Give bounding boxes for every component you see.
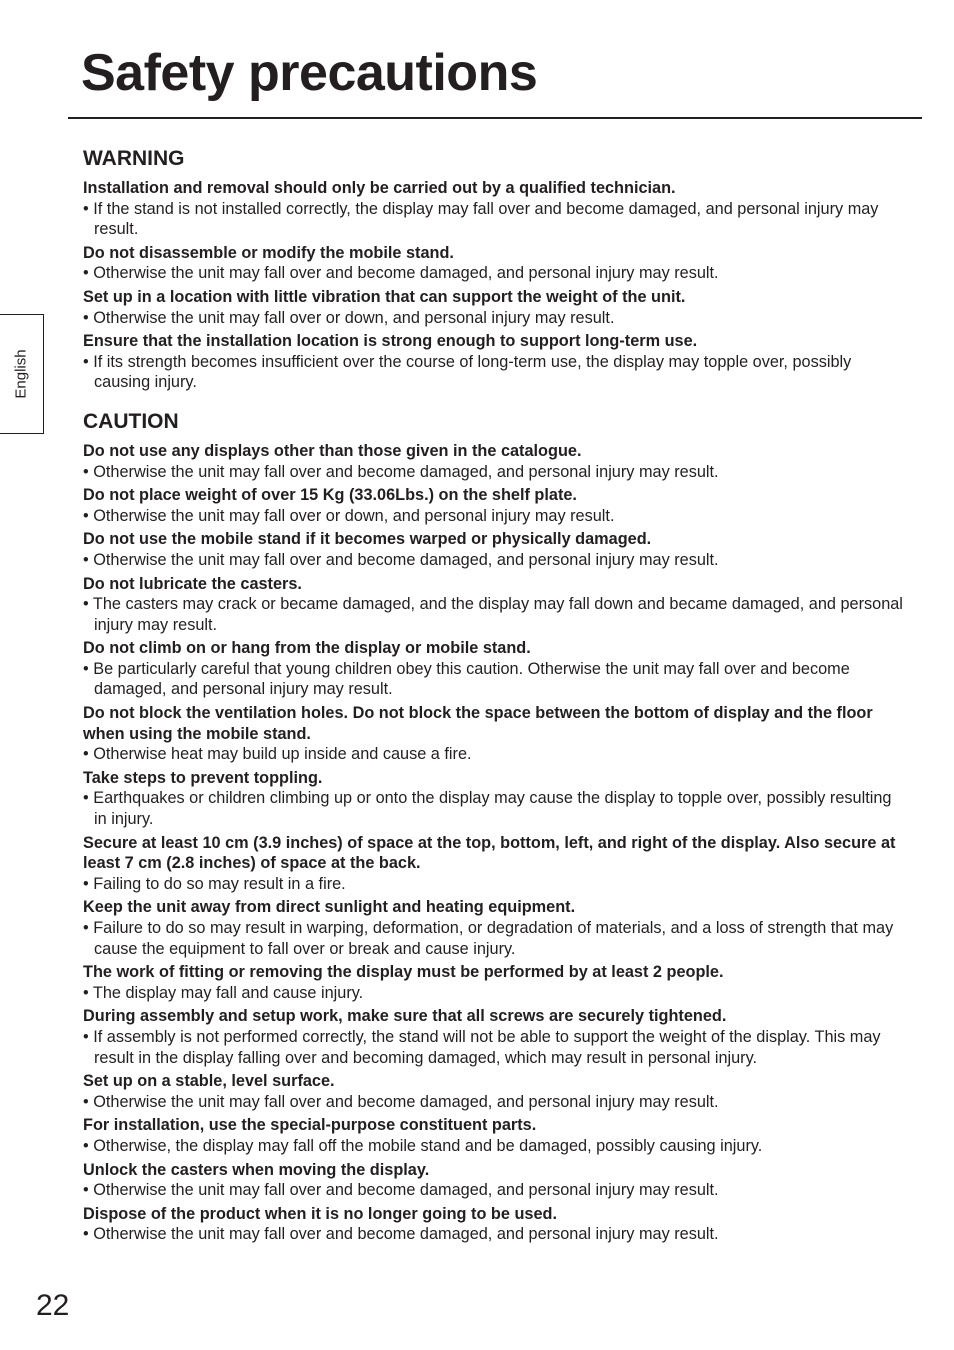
precaution-item	[83, 833, 908, 895]
precaution-bullet: • The casters may crack or became damaged, and the display may fall down and became damaged, and personal injury may result.	[83, 595, 903, 634]
precaution-item	[83, 962, 908, 1003]
precaution-bullet: • Otherwise the unit may fall over and become damaged, and personal injury may result.	[83, 550, 719, 569]
precaution-bullet: • Otherwise, the display may fall off the mobile stand and be damaged, possibly causing injury.	[83, 1136, 763, 1155]
precaution-item	[83, 1071, 908, 1112]
precaution-heading: Unlock the casters when moving the display.	[83, 1160, 430, 1179]
precaution-heading: Installation and removal should only be carried out by a qualified technician.	[83, 179, 676, 197]
precaution-item	[83, 485, 908, 526]
precaution-heading: The work of fitting or removing the display must be performed by at least 2 people.	[83, 963, 724, 982]
precaution-heading: Do not use any displays other than those given in the catalogue.	[83, 441, 582, 460]
section-heading: CAUTION	[83, 409, 179, 433]
precaution-bullet: • If the stand is not installed correctly, the display may fall over and become damaged, and personal injury may result.	[83, 199, 879, 239]
precaution-heading: Take steps to prevent toppling.	[83, 768, 323, 787]
precaution-item	[83, 574, 908, 636]
precaution-heading: Set up in a location with little vibration that can support the weight of the unit.	[83, 287, 686, 306]
precaution-bullet: • If assembly is not performed correctly, the stand will not be able to support the weight of the display. This may result in the display falling over and becoming damaged, which may result in personal injury.	[83, 1027, 881, 1067]
precaution-item	[83, 441, 908, 482]
precaution-heading: Do not lubricate the casters.	[83, 574, 302, 593]
precaution-item	[83, 1160, 908, 1201]
language-label: English	[12, 349, 29, 399]
title-divider	[68, 117, 922, 119]
precaution-item	[83, 529, 908, 570]
precaution-bullet: • If its strength becomes insufficient over the course of long-term use, the display may topple over, possibly causing injury.	[83, 352, 852, 392]
precaution-heading: Secure at least 10 cm (3.9 inches) of space at the top, bottom, left, and right of the display. Also secure at least 7 cm (2.8 inches) of space at the back.	[83, 833, 896, 873]
precaution-heading: Keep the unit away from direct sunlight and heating equipment.	[83, 898, 576, 917]
precaution-bullet: • Otherwise the unit may fall over and become damaged, and personal injury may result.	[83, 1092, 719, 1111]
precaution-bullet: • Earthquakes or children climbing up or onto the display may cause the display to topple over, possibly resulting in injury.	[83, 789, 892, 829]
precaution-bullet: • Be particularly careful that young children obey this caution. Otherwise the unit may fall over and become damaged, and personal injury may result.	[83, 659, 850, 699]
precaution-bullet: • Otherwise the unit may fall over or down, and personal injury may result.	[83, 308, 615, 327]
precaution-bullet: • Otherwise the unit may fall over and become damaged, and personal injury may result.	[83, 462, 719, 481]
precaution-item	[83, 243, 908, 284]
caution-section	[83, 409, 908, 1245]
precaution-item	[83, 331, 908, 393]
precaution-item	[83, 768, 908, 830]
precaution-bullet: • Otherwise the unit may fall over and become damaged, and personal injury may result.	[83, 1225, 719, 1244]
precaution-heading: Do not disassemble or modify the mobile stand.	[83, 243, 454, 262]
precaution-bullet: • Otherwise the unit may fall over and become damaged, and personal injury may result.	[83, 1181, 719, 1200]
language-side-tab	[0, 314, 44, 434]
precaution-heading: Ensure that the installation location is strong enough to support long-term use.	[83, 332, 698, 351]
warning-section	[83, 146, 908, 393]
section-heading: WARNING	[83, 147, 185, 170]
precaution-heading: Do not climb on or hang from the display or mobile stand.	[83, 639, 531, 658]
precaution-heading: During assembly and setup work, make sure that all screws are securely tightened.	[83, 1007, 727, 1026]
precaution-item	[83, 287, 908, 328]
page-title: Safety precautions	[81, 44, 538, 102]
precaution-heading: Set up on a stable, level surface.	[83, 1072, 335, 1091]
precaution-item	[83, 897, 908, 959]
precaution-item	[83, 1115, 908, 1156]
precaution-heading: Do not block the ventilation holes. Do not block the space between the bottom of display and the floor when using the mobile stand.	[83, 704, 873, 743]
precaution-bullet: • Otherwise the unit may fall over and become damaged, and personal injury may result.	[83, 264, 719, 283]
page-number: 22	[36, 1289, 70, 1322]
precaution-heading: Dispose of the product when it is no longer going to be used.	[83, 1204, 557, 1223]
precaution-bullet: • Otherwise the unit may fall over or down, and personal injury may result.	[83, 506, 615, 525]
precaution-bullet: • The display may fall and cause injury.	[83, 983, 364, 1002]
precaution-item	[83, 638, 908, 700]
precaution-heading: Do not use the mobile stand if it becomes warped or physically damaged.	[83, 530, 652, 549]
precaution-item	[83, 703, 908, 765]
precaution-item	[83, 1006, 908, 1068]
precaution-bullet: • Failure to do so may result in warping, deformation, or degradation of materials, and a loss of strength that may cause the equipment to fall over or break and cause injury.	[83, 919, 894, 958]
precaution-item	[83, 178, 908, 240]
precaution-bullet: • Otherwise heat may build up inside and cause a fire.	[83, 745, 472, 764]
precaution-heading: Do not place weight of over 15 Kg (33.06Lbs.) on the shelf plate.	[83, 486, 577, 505]
precaution-bullet: • Failing to do so may result in a fire.	[83, 874, 346, 893]
safety-content	[83, 146, 908, 1248]
precaution-item	[83, 1204, 908, 1245]
precaution-heading: For installation, use the special-purpose constituent parts.	[83, 1116, 537, 1135]
